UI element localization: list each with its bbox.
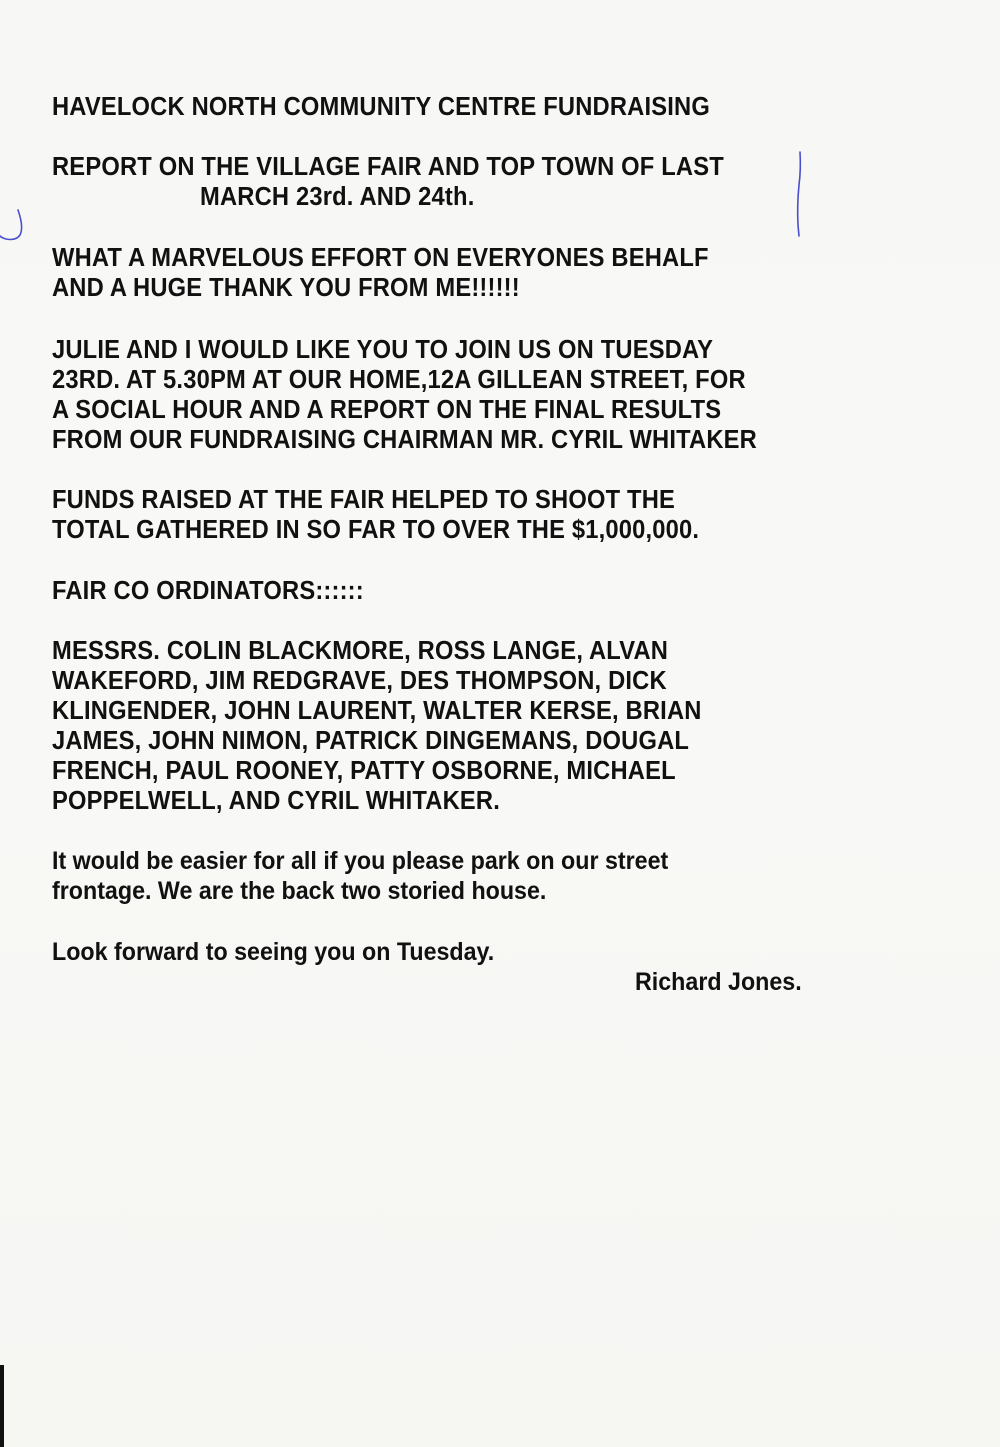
signature: Richard Jones.	[635, 968, 802, 996]
scan-edge	[0, 1365, 4, 1447]
invitation-line-1: JULIE AND I WOULD LIKE YOU TO JOIN US ON TUESDAY	[52, 336, 714, 364]
funds-line-1: FUNDS RAISED AT THE FAIR HELPED TO SHOOT THE	[52, 486, 676, 514]
coordinators-line-3: KLINGENDER, JOHN LAURENT, WALTER KERSE, BRIAN	[52, 697, 702, 725]
report-heading-line-2: MARCH 23rd. AND 24th.	[200, 183, 475, 211]
funds-line-2: TOTAL GATHERED IN SO FAR TO OVER THE $1,000,000.	[52, 516, 700, 544]
coordinators-line-6: POPPELWELL, AND CYRIL WHITAKER.	[52, 787, 501, 815]
coordinators-line-2: WAKEFORD, JIM REDGRAVE, DES THOMPSON, DICK	[52, 667, 667, 695]
parking-line-2: frontage. We are the back two storied house.	[52, 877, 547, 905]
pen-mark-left-icon	[0, 205, 30, 245]
invitation-line-3: A SOCIAL HOUR AND A REPORT ON THE FINAL RESULTS	[52, 396, 722, 424]
coordinators-heading: FAIR CO ORDINATORS::::::	[52, 577, 364, 605]
invitation-line-2: 23RD. AT 5.30PM AT OUR HOME,12A GILLEAN STREET, FOR	[52, 366, 746, 394]
report-heading-line-1: REPORT ON THE VILLAGE FAIR AND TOP TOWN OF LAST	[52, 153, 724, 181]
thanks-line-1: WHAT A MARVELOUS EFFORT ON EVERYONES BEHALF	[52, 244, 709, 272]
coordinators-line-1: MESSRS. COLIN BLACKMORE, ROSS LANGE, ALVAN	[52, 637, 669, 665]
document-title: HAVELOCK NORTH COMMUNITY CENTRE FUNDRAISING	[52, 93, 710, 121]
pen-mark-vertical-icon	[790, 150, 810, 240]
closing-line: Look forward to seeing you on Tuesday.	[52, 938, 495, 966]
coordinators-line-5: FRENCH, PAUL ROONEY, PATTY OSBORNE, MICHAEL	[52, 757, 676, 785]
thanks-line-2: AND A HUGE THANK YOU FROM ME!!!!!!	[52, 274, 520, 302]
coordinators-line-4: JAMES, JOHN NIMON, PATRICK DINGEMANS, DOUGAL	[52, 727, 690, 755]
parking-line-1: It would be easier for all if you please park on our street	[52, 847, 669, 875]
invitation-line-4: FROM OUR FUNDRAISING CHAIRMAN MR. CYRIL WHITAKER	[52, 426, 757, 454]
